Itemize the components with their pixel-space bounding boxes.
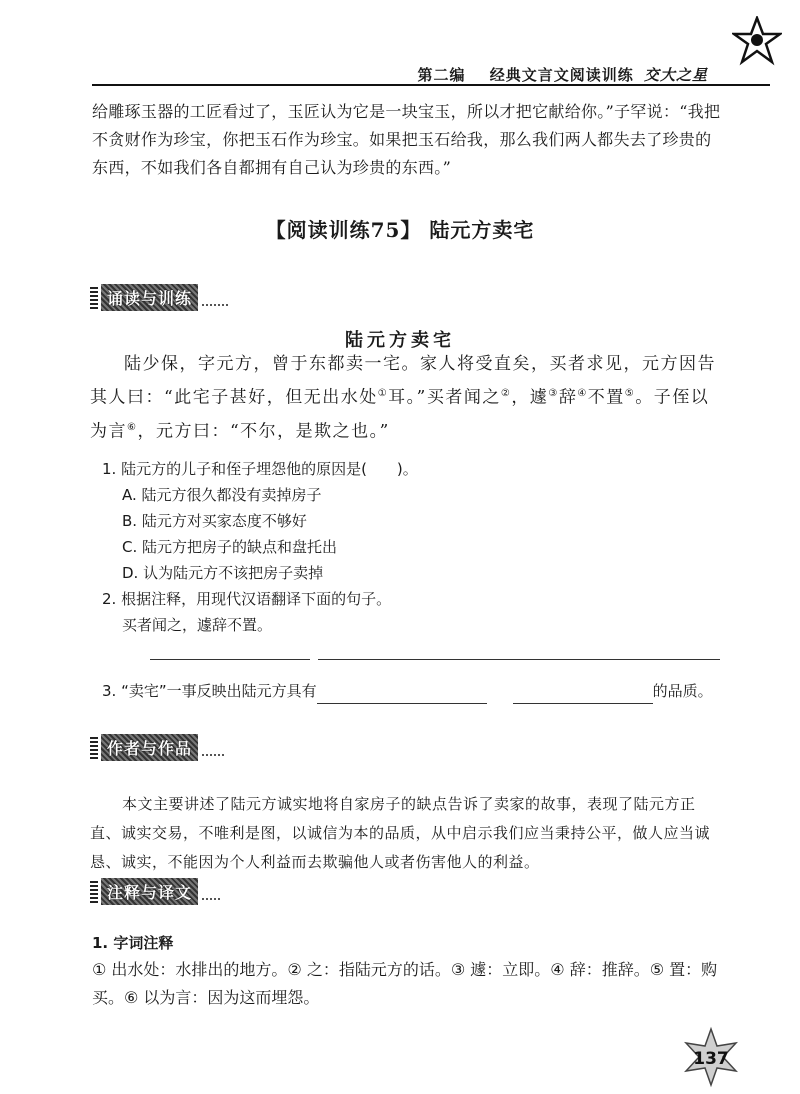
banner-bar	[90, 285, 98, 309]
question-3-suffix: 的品质。	[652, 682, 713, 700]
section-banner-read	[90, 284, 228, 310]
note-marker: ⑤	[624, 388, 636, 399]
story-segment: 陆少保，字元方，曾于东都卖一宅。家人将受直矣，买者求见，元方因告其人曰：“此宅子甚好，但无出水处	[90, 354, 716, 408]
option-b[interactable]: B. 陆元方对买家态度不够好	[122, 512, 307, 530]
story-title: 陆元方卖宅	[345, 330, 455, 351]
header-part: 第二编	[417, 66, 466, 84]
page-number: 137	[693, 1049, 729, 1069]
answer-line-2b[interactable]	[318, 659, 720, 660]
note-marker: ⑥	[127, 421, 138, 433]
section-banner-author	[90, 734, 224, 760]
banner-bar	[90, 735, 98, 759]
story-segment: 。子侄以为言	[90, 387, 710, 442]
banner-bar	[90, 879, 98, 903]
option-d[interactable]: D. 认为陆元方不该把房子卖掉	[122, 564, 324, 582]
option-a[interactable]: A. 陆元方很久都没有卖掉房子	[122, 486, 322, 504]
star-logo-icon	[732, 16, 782, 66]
question-1-text: 1. 陆元方的儿子和侄子埋怨他的原因是( )。	[102, 460, 418, 478]
lesson-title: 【阅读训练75】 陆元方卖宅	[265, 218, 535, 242]
banner-dots	[202, 304, 228, 306]
story-segment: 辞	[558, 387, 578, 408]
answer-blank-3b[interactable]	[513, 683, 653, 704]
question-2-sentence: 买者闻之，遽辞不置。	[122, 616, 273, 634]
story-segment: ，遽	[511, 387, 549, 408]
section-banner-notes	[90, 878, 220, 904]
notes-text: ① 出水处：水排出的地方。② 之：指陆元方的话。③ 遽：立即。④ 辞：推辞。⑤ 置：购买。⑥ 以为言：因为这而埋怨。	[92, 960, 718, 1007]
banner-dots	[202, 754, 224, 756]
notes-heading: 1. 字词注释	[92, 934, 174, 952]
section-title-notes: 注释与译文	[101, 878, 198, 905]
answer-line-2a[interactable]	[150, 659, 310, 660]
question-1	[102, 456, 722, 586]
banner-dots	[202, 898, 220, 900]
story-segment: 耳。”买者闻之	[388, 387, 501, 408]
question-3	[102, 678, 722, 704]
running-header	[399, 64, 708, 85]
intro-paragraph: 给雕琢玉器的工匠看过了，玉匠认为它是一块宝玉，所以才把它献给你。”子罕说：“我把不贪财作为珍宝，你把玉石作为珍宝。如果把玉石给我，那么我们两人都失去了珍贵的东西，不如我们各自都拥有自己认为珍贵的东西。”	[92, 102, 721, 177]
question-2-text: 2. 根据注释，用现代汉语翻译下面的句子。	[102, 590, 392, 608]
section-title-author: 作者与作品	[101, 734, 198, 761]
note-marker: ③	[548, 388, 559, 399]
page-number-star-icon	[680, 1026, 742, 1088]
header-brand: 交大之星	[643, 66, 708, 84]
header-book: 经典文言文阅读训练	[489, 66, 634, 84]
note-marker: ④	[577, 388, 588, 399]
question-3-prefix: 3. “卖宅”一事反映出陆元方具有	[102, 682, 317, 700]
story-text	[90, 350, 720, 446]
story-segment: 不置	[587, 387, 625, 408]
answer-blank-3a[interactable]	[317, 683, 487, 704]
about-text: 本文主要讲述了陆元方诚实地将自家房子的缺点告诉了卖家的故事，表现了陆元方正直、诚实交易，不唯利是图，以诚信为本的品质，从中启示我们应当秉持公平，做人应当诚恳、诚实，不能因为个人利益而去欺骗他人或者伤害他人的利益。	[90, 795, 711, 871]
question-2	[102, 586, 722, 638]
header-rule	[92, 84, 770, 86]
note-marker: ①	[377, 388, 389, 399]
option-c[interactable]: C. 陆元方把房子的缺点和盘托出	[122, 538, 338, 556]
story-segment: ，元方曰：“不尔，是欺之也。”	[137, 421, 390, 442]
section-title-read: 诵读与训练	[101, 284, 198, 311]
note-marker: ②	[500, 388, 512, 399]
